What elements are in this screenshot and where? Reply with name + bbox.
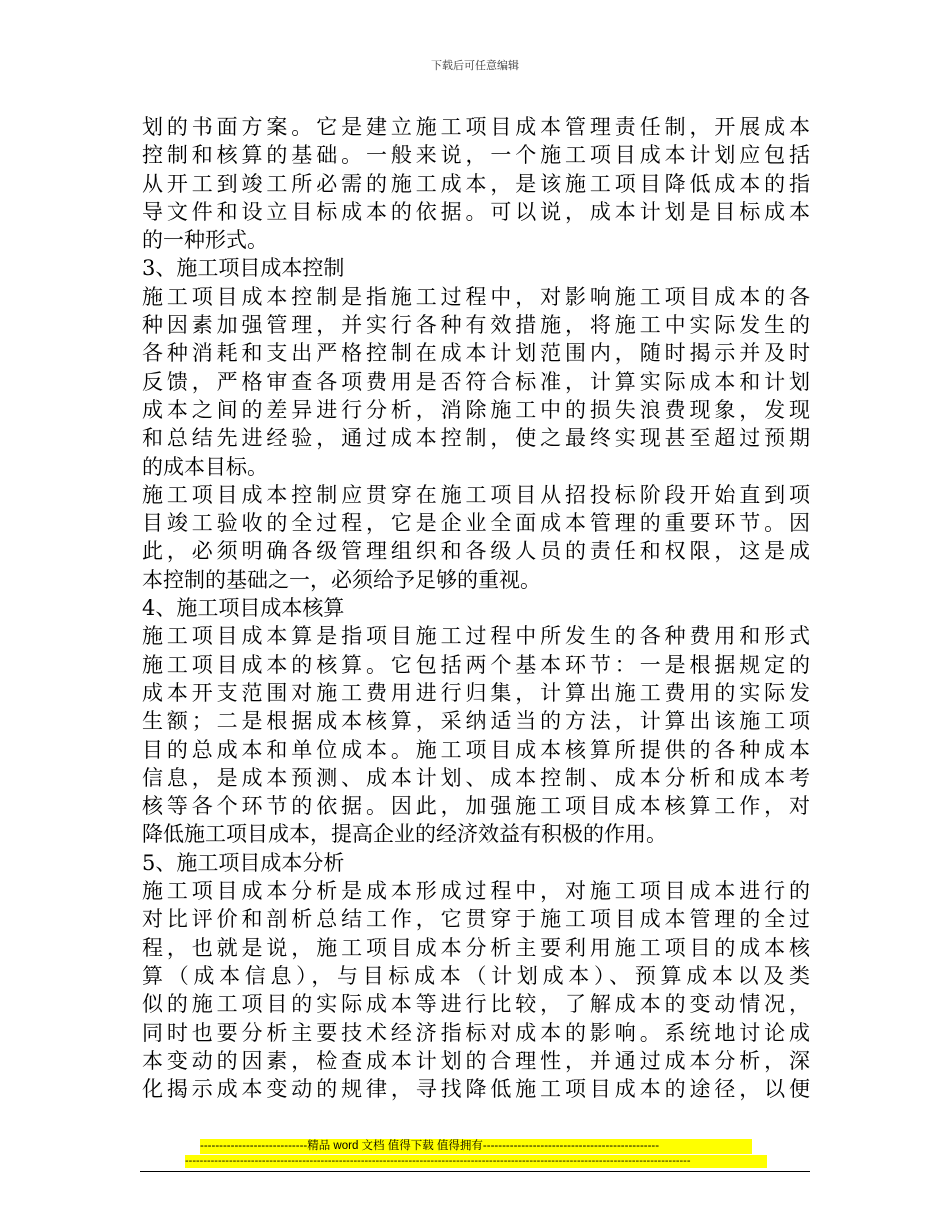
paragraph-line: 本变动的因素，检查成本计划的合理性，并通过成本分析，深 [142, 1048, 810, 1073]
paragraph-line: 目竣工验收的全过程，它是企业全面成本管理的重要环节。因 [142, 511, 810, 536]
footer-dash-line: ------------------------------------------------------------------------------------------------------------------------------------------ [185, 1155, 767, 1168]
paragraph-line: 种因素加强管理，并实行各种有效措施，将施工中实际发生的 [142, 313, 810, 338]
paragraph-line: 信息，是成本预测、成本计划、成本控制、成本分析和成本考 [142, 765, 810, 790]
document-body [142, 113, 810, 1103]
paragraph-line: 反馈，严格审查各项费用是否符合标准，计算实际成本和计划 [142, 369, 810, 394]
paragraph-line: 和总结先进经验，通过成本控制，使之最终实现甚至超过预期 [142, 426, 810, 451]
paragraph-line: 核等各个环节的依据。因此，加强施工项目成本核算工作，对 [142, 794, 810, 819]
paragraph-line: 施工项目成本算是指项目施工过程中所发生的各种费用和形式 [142, 624, 810, 649]
paragraph-line: 生额；二是根据成本核算，采纳适当的方法，计算出该施工项 [142, 709, 810, 734]
paragraph-line: 各种消耗和支出严格控制在成本计划范围内，随时揭示并及时 [142, 341, 810, 366]
paragraph-line: 从开工到竣工所必需的施工成本，是该施工项目降低成本的指 [142, 171, 810, 196]
paragraph-line: 的一种形式。 [142, 228, 268, 253]
paragraph-line: 施工项目成本控制应贯穿在施工项目从招投标阶段开始直到项 [142, 482, 810, 507]
footer-rule [140, 1171, 810, 1172]
paragraph-line: 施工项目成本分析是成本形成过程中，对施工项目成本进行的 [142, 879, 810, 904]
paragraph-line: 导文件和设立目标成本的依据。可以说，成本计划是目标成本 [142, 199, 810, 224]
paragraph-line: 似的施工项目的实际成本等进行比较，了解成本的变动情况， [142, 992, 810, 1017]
paragraph-line: 施工项目成本控制是指施工过程中，对影响施工项目成本的各 [142, 284, 810, 309]
paragraph-line: 的成本目标。 [142, 454, 268, 479]
paragraph-line: 同时也要分析主要技术经济指标对成本的影响。系统地讨论成 [142, 1020, 810, 1045]
paragraph-line: 程，也就是说，施工项目成本分析主要利用施工项目的成本核 [142, 935, 810, 960]
paragraph-line: 成本开支范围对施工费用进行归集，计算出施工费用的实际发 [142, 680, 810, 705]
paragraph-line: 划的书面方案。它是建立施工项目成本管理责任制，开展成本 [142, 115, 810, 139]
paragraph-line: 此，必须明确各级管理组织和各级人员的责任和权限，这是成 [142, 539, 810, 564]
section-heading: 5、施工项目成本分析 [142, 850, 345, 875]
page-header: 下载后可任意编辑 [431, 59, 519, 72]
paragraph-line: 本控制的基础之一，必须给予足够的重视。 [142, 567, 541, 592]
paragraph-line: 成本之间的差异进行分析，消除施工中的损失浪费现象，发现 [142, 397, 810, 422]
paragraph-line: 对比评价和剖析总结工作，它贯穿于施工项目成本管理的全过 [142, 907, 810, 932]
paragraph-line: 目的总成本和单位成本。施工项目成本核算所提供的各种成本 [142, 737, 810, 762]
footer-banner: ----------------------------精品 word 文档 值得下载 值得拥有---------------------------------------------- [200, 1139, 752, 1154]
paragraph-line: 降低施工项目成本，提高企业的经济效益有积极的作用。 [142, 822, 667, 847]
section-heading: 4、施工项目成本核算 [142, 596, 345, 621]
paragraph-line: 算（成本信息），与目标成本（计划成本）、预算成本以及类 [142, 963, 810, 988]
paragraph-line: 化揭示成本变动的规律，寻找降低施工项目成本的途径，以便 [142, 1077, 810, 1102]
paragraph-line: 施工项目成本的核算。它包括两个基本环节：一是根据规定的 [142, 652, 810, 677]
paragraph-line: 控制和核算的基础。一般来说，一个施工项目成本计划应包括 [142, 143, 810, 168]
section-heading: 3、施工项目成本控制 [142, 256, 345, 281]
